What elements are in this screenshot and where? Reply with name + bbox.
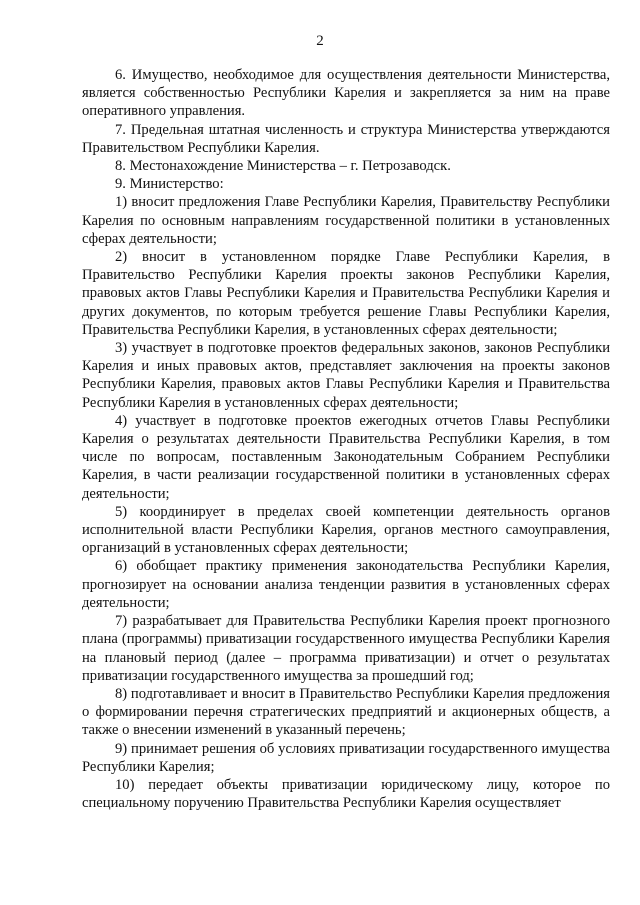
subparagraph-9: 9) принимает решения об условиях приватизации государственного имущества Республики Карелия; (82, 740, 610, 775)
document-body (82, 66, 610, 812)
paragraph-item-9: 9. Министерство: (115, 176, 224, 193)
subparagraph-5: 5) координирует в пределах своей компетенции деятельность органов исполнительной власти Республики Карелия, органов местного самоуправления, организаций в установленных сферах деятельности; (82, 503, 610, 557)
subparagraph-6: 6) обобщает практику применения законодательства Республики Карелия, прогнозирует на основании анализа тенденции развития в установленных сферах деятельности; (82, 558, 610, 611)
subparagraph-4: 4) участвует в подготовке проектов ежегодных отчетов Главы Республики Карелия о результатах деятельности Правительства Республики Карелия, в том числе по вопросам, поставленным Законодательным Собранием Республики Карелия, в части реализации государственной политики в установленных сферах деятельности; (82, 412, 610, 502)
subparagraph-7: 7) разрабатывает для Правительства Республики Карелия проект прогнозного плана (программы) приватизации государственного имущества Республики Карелия на плановый период (далее – программа приватизации) и отчет о результатах приватизации государственного имущества за прошедший год; (82, 613, 610, 684)
paragraph-item-7: 7. Предельная штатная численность и структура Министерства утверждаются Правительством Республики Карелия. (82, 121, 610, 156)
page-number: 2 (316, 33, 324, 49)
subparagraph-1: 1) вносит предложения Главе Республики Карелия, Правительству Республики Карелия по основным направлениям государственной политики в установленных сферах деятельности; (82, 194, 610, 247)
subparagraph-10: 10) передает объекты приватизации юридическому лицу, которое по специальному поручению Правительства Республики Карелия осуществляет (82, 776, 610, 812)
subparagraph-2: 2) вносит в установленном порядке Главе Республики Карелия, в Правительство Республики Карелия проекты законов Республики Карелия, правовых актов Главы Республики Карелия и Правительства Республики Карелия и других документов, по которым требуется решение Главы Республики Карелия, Правительства Республики Карелия, в установленных сферах деятельности; (82, 249, 610, 338)
subparagraph-3: 3) участвует в подготовке проектов федеральных законов, законов Республики Карелия и иных правовых актов, представляет заключения на проекты законов Республики Карелия, правовых актов Главы Республики Карелия и Правительства Республики Карелия в установленных сферах деятельности; (82, 340, 610, 411)
paragraph-item-8: 8. Местонахождение Министерства – г. Петрозаводск. (115, 158, 451, 175)
paragraph-item-6: 6. Имущество, необходимое для осуществления деятельности Министерства, является собственностью Республики Карелия и закрепляется за ним на праве оперативного управления. (82, 67, 610, 120)
subparagraph-8: 8) подготавливает и вносит в Правительство Республики Карелия предложения о формировании перечня стратегических предприятий и акционерных обществ, а также о внесении изменений в указанный перечень; (82, 685, 610, 739)
